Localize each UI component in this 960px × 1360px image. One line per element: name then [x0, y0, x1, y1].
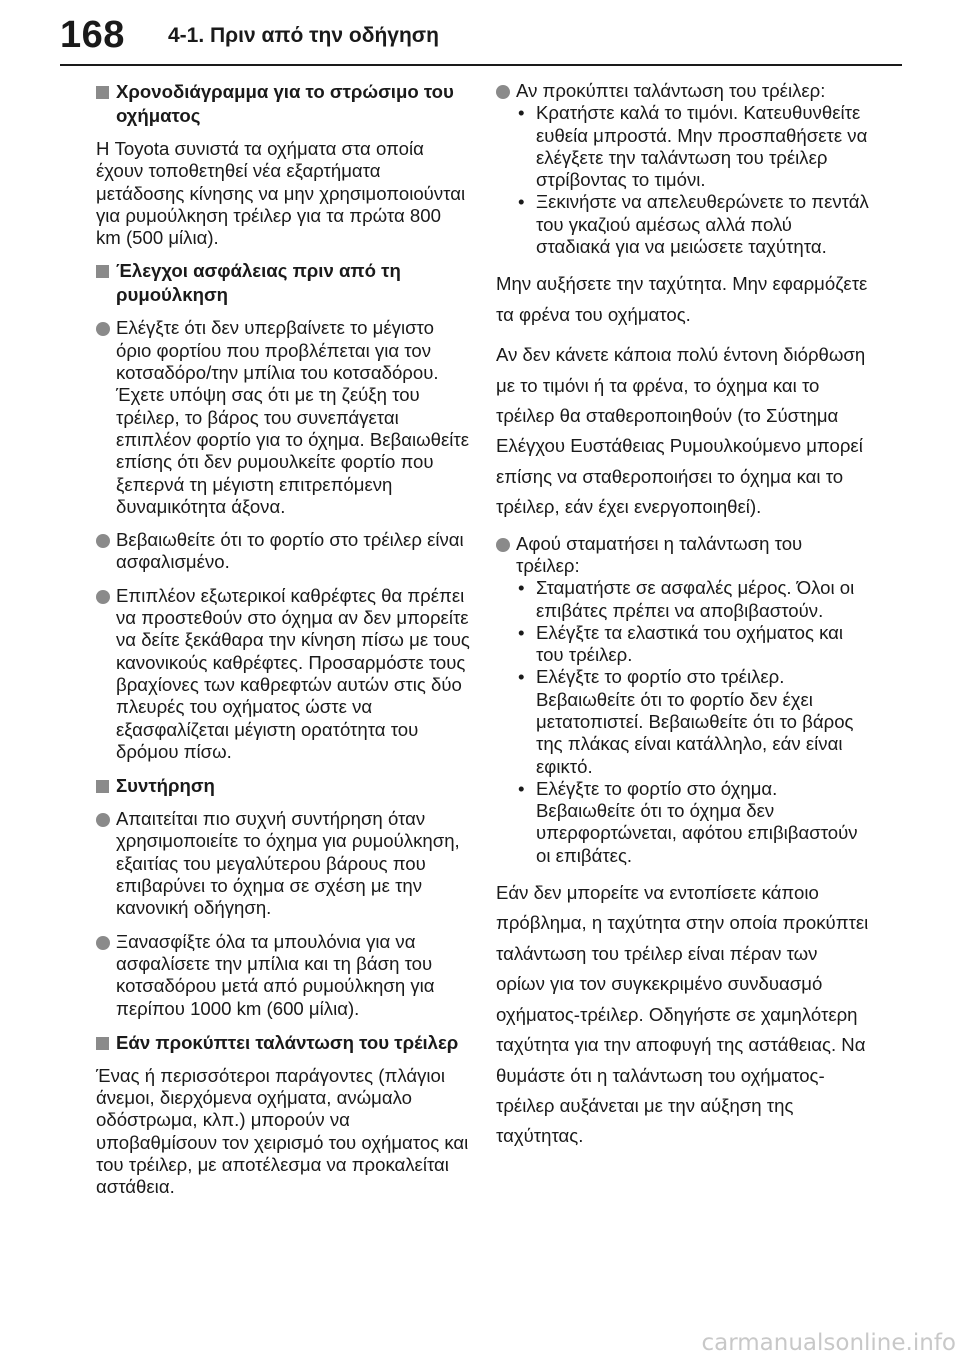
- circle-bullet-icon: [96, 590, 110, 604]
- section-title: 4-1. Πριν από την οδήγηση: [168, 24, 439, 47]
- paragraph: Ένας ή περισσότεροι παράγοντες (πλάγιοι άνεμοι, διερχόμενα οχήματα, ανώμαλο οδόστρωμα, κλπ.) μπορούν να υποβαθμίσουν τον χειρισμό του οχήματος και του τρέιλερ, με αποτέλεσμα να προκαλείται αστάθεια.: [96, 1064, 469, 1198]
- circle-bullet-icon: [96, 322, 110, 336]
- list-item: [496, 80, 870, 258]
- square-bullet-icon: [96, 780, 109, 793]
- list-item: [496, 533, 870, 867]
- heading-text: Έλεγχοι ασφάλειας πριν από τη ρυμούλκηση: [116, 260, 401, 306]
- page-number: 168: [60, 14, 125, 56]
- section-heading-maintenance: [96, 774, 470, 798]
- left-column: [96, 80, 470, 1209]
- paragraph: Αν δεν κάνετε κάποια πολύ έντονη διόρθωση με το τιμόνι ή τα φρένα, το όχημα και το τρέιλερ θα σταθεροποιηθούν (το Σύστημα Ελέγχου Ευστάθειας Ρυμουλκούμενο μπορεί επίσης να σταθεροποιήσει το όχημα και το τρέιλερ, εάν έχει ενεργοποιηθεί).: [496, 344, 866, 518]
- header-divider: [60, 64, 902, 66]
- circle-bullet-icon: [496, 85, 510, 99]
- page-header: [0, 0, 960, 64]
- sub-list-item: • Ελέγξτε το φορτίο στο όχημα. Βεβαιωθείτε ότι το όχημα δεν υπερφορτώνεται, αφότου επιβιβαστούν οι επιβάτες.: [516, 778, 870, 867]
- list-item-text: Βεβαιωθείτε ότι το φορτίο στο τρέιλερ είναι ασφαλισμένο.: [116, 529, 464, 573]
- paragraph: Εάν δεν μπορείτε να εντοπίσετε κάποιο πρόβλημα, η ταχύτητα στην οποία προκύπτει ταλάντωση του τρέιλερ είναι πέραν των ορίων για τον συγκεκριμένο συνδυασμό οχήματος-τρέιλερ. Οδηγήστε σε χαμηλότερη ταχύτητα για την αποφυγή της αστάθειας. Να θυμάστε ότι η ταλάντωση του οχήματος-τρέιλερ αυξάνεται με την αύξηση της ταχύτητας.: [496, 882, 869, 1147]
- circle-bullet-icon: [496, 538, 510, 552]
- list-item-text: Επιπλέον εξωτερικοί καθρέφτες θα πρέπει να προστεθούν στο όχημα αν δεν μπορείτε να δείτε ξεκάθαρα την κίνηση πίσω με τους κανονικούς καθρέφτες. Προσαρμόστε τους βραχίονες των καθρεφτών αυτών στις δύο πλευρές του οχήματος ώστε να εξασφαλίζεται μέγιστη ορατότητα του δρόμου πίσω.: [116, 584, 470, 762]
- circle-bullet-icon: [96, 936, 110, 950]
- list-item-text: Αφού σταματήσει η ταλάντωση του τρέιλερ:: [516, 532, 803, 576]
- square-bullet-icon: [96, 265, 109, 278]
- sub-list-item: • Κρατήστε καλά το τιμόνι. Κατευθυνθείτε ευθεία μπροστά. Μην προσπαθήσετε να ελέγξετε την ταλάντωση του τρέιλερ στρίβοντας το τιμόνι.: [516, 102, 870, 191]
- section-heading-break-in: [96, 80, 470, 128]
- heading-text: Χρονοδιάγραμμα για το στρώσιμο του οχήματος: [116, 81, 454, 126]
- square-bullet-icon: [96, 1037, 109, 1050]
- sub-list-item: • Ελέγξτε τα ελαστικά του οχήματος και του τρέιλερ.: [516, 622, 870, 667]
- list-item: [96, 317, 470, 518]
- sub-list-item: • Ελέγξτε το φορτίο στο τρέιλερ. Βεβαιωθείτε ότι το φορτίο δεν έχει μετατοπιστεί. Βεβαιωθείτε ότι το βάρος της πλάκας είναι κατάλληλο, εάν είναι εφικτό.: [516, 666, 870, 777]
- sub-list: [516, 577, 870, 867]
- list-item-text: Απαιτείται πιο συχνή συντήρηση όταν χρησιμοποιείτε το όχημα για ρυμούλκηση, εξαιτίας του μεγαλύτερου βάρους που επιβαρύνει το όχημα σε σχέση με την κανονική οδήγηση.: [116, 808, 460, 919]
- square-bullet-icon: [96, 86, 109, 99]
- circle-bullet-icon: [96, 534, 110, 548]
- list-item: [96, 931, 470, 1020]
- section-heading-safety-checks: [96, 259, 470, 307]
- right-column: [496, 80, 870, 1162]
- paragraph: Η Toyota συνιστά τα οχήματα στα οποία έχουν τοποθετηθεί νέα εξαρτήματα μετάδοσης κίνησης να μην χρησιμοποιούνται για ρυμούλκηση τρέιλερ για τα πρώτα 800 km (500 μίλια).: [96, 138, 466, 249]
- sub-list-item: • Σταματήστε σε ασφαλές μέρος. Όλοι οι επιβάτες πρέπει να αποβιβαστούν.: [516, 577, 870, 622]
- list-item-text: Αν προκύπτει ταλάντωση του τρέιλερ:: [516, 80, 826, 101]
- circle-bullet-icon: [96, 813, 110, 827]
- list-item-text: Ελέγξτε ότι δεν υπερβαίνετε το μέγιστο όριο φορτίου που προβλέπεται για τον κοτσαδόρο/την μπίλια του κοτσαδόρου. Έχετε υπόψη σας ότι με τη ζεύξη του τρέιλερ, το βάρος του συνεπάγεται επιπλέον φορτίο για το όχημα. Βεβαιωθείτε επίσης ότι δεν ρυμουλκείτε φορτίο που ξεπερνά τη μέγιστη επιτρεπόμενη δυναμικότητα άξονα.: [116, 317, 470, 517]
- list-item: [96, 529, 470, 574]
- paragraph: Μην αυξήσετε την ταχύτητα. Μην εφαρμόζετε τα φρένα του οχήματος.: [496, 273, 868, 325]
- list-item: [96, 585, 470, 763]
- section-heading-sway: [96, 1031, 470, 1055]
- list-item-text: Ξανασφίξτε όλα τα μπουλόνια για να ασφαλίσετε την μπίλια και τη βάση του κοτσαδόρου μετά από ρυμούλκηση για περίπου 1000 km (600 μίλια).: [116, 930, 435, 1019]
- heading-text: Εάν προκύπτει ταλάντωση του τρέιλερ: [116, 1031, 459, 1053]
- heading-text: Συντήρηση: [116, 775, 215, 797]
- watermark: carmanualsonline.info: [701, 1330, 956, 1356]
- sub-list-item: • Ξεκινήστε να απελευθερώνετε το πεντάλ του γκαζιού αμέσως αλλά πολύ σταδιακά για να μειώσετε ταχύτητα.: [516, 191, 870, 258]
- sub-list: [516, 102, 870, 258]
- list-item: [96, 808, 470, 919]
